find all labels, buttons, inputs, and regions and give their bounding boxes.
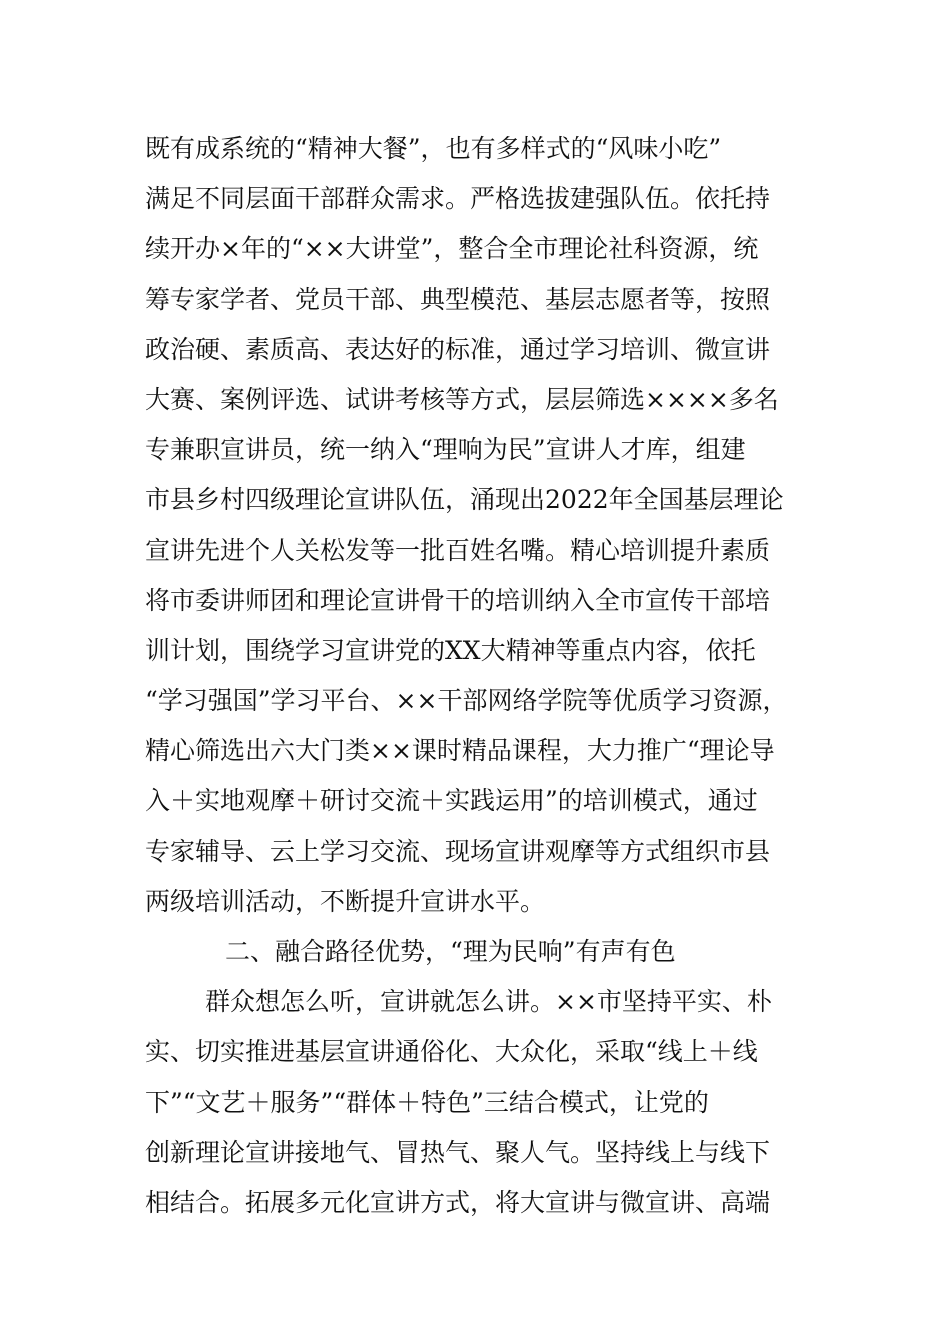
text-line: 大赛、案例评选、试讲考核等方式，层层筛选××××多名 xyxy=(145,384,779,414)
text-line: 群众想怎么听，宣讲就怎么讲。××市坚持平实、朴 xyxy=(205,987,772,1017)
text-line: 入＋实地观摩＋研讨交流＋实践运用”的培训模式，通过 xyxy=(145,786,758,816)
text-line: 实、切实推进基层宣讲通俗化、大众化，采取“线上＋线 xyxy=(145,1037,758,1067)
text-line: “学习强国”学习平台、××干部网络学院等优质学习资源， xyxy=(145,686,788,716)
text-line: 创新理论宣讲接地气、冒热气、聚人气。坚持线上与线下 xyxy=(145,1137,771,1167)
text-line: 筹专家学者、党员干部、典型模范、基层志愿者等，按照 xyxy=(145,284,771,314)
text-line: 政治硬、素质高、表达好的标准，通过学习培训、微宣讲 xyxy=(145,334,771,364)
text-line: 宣讲先进个人关松发等一批百姓名嘴。精心培训提升素质 xyxy=(145,535,771,565)
text-line: 专家辅导、云上学习交流、现场宣讲观摩等方式组织市县 xyxy=(145,836,771,866)
section-heading: 二、融合路径优势，“理为民响”有声有色 xyxy=(225,937,676,966)
body-text xyxy=(145,124,835,1228)
text-line: 下”“文艺＋服务”“群体＋特色”三结合模式，让党的 xyxy=(145,1087,709,1117)
text-line: 精心筛选出六大门类××课时精品课程，大力推广“理论导 xyxy=(145,736,775,766)
text-line: 市县乡村四级理论宣讲队伍，涌现出2022年全国基层理论 xyxy=(145,485,784,515)
text-line: 续开办×年的“××大讲堂”，整合全市理论社科资源，统 xyxy=(145,234,759,264)
text-line: 相结合。拓展多元化宣讲方式，将大宣讲与微宣讲、高端 xyxy=(145,1187,771,1217)
text-line: 满足不同层面干部群众需求。严格选拔建强队伍。依托持 xyxy=(145,184,771,214)
text-line: 训计划，围绕学习宣讲党的XX大精神等重点内容，依托 xyxy=(145,635,756,665)
text-line: 专兼职宣讲员，统一纳入“理响为民”宣讲人才库，组建 xyxy=(145,435,746,465)
text-line: 将市委讲师团和理论宣讲骨干的培训纳入全市宣传干部培 xyxy=(145,585,771,615)
text-line: 两级培训活动，不断提升宣讲水平。 xyxy=(145,886,546,916)
text-line: 既有成系统的“精神大餐”，也有多样式的“风味小吃” xyxy=(145,134,722,163)
